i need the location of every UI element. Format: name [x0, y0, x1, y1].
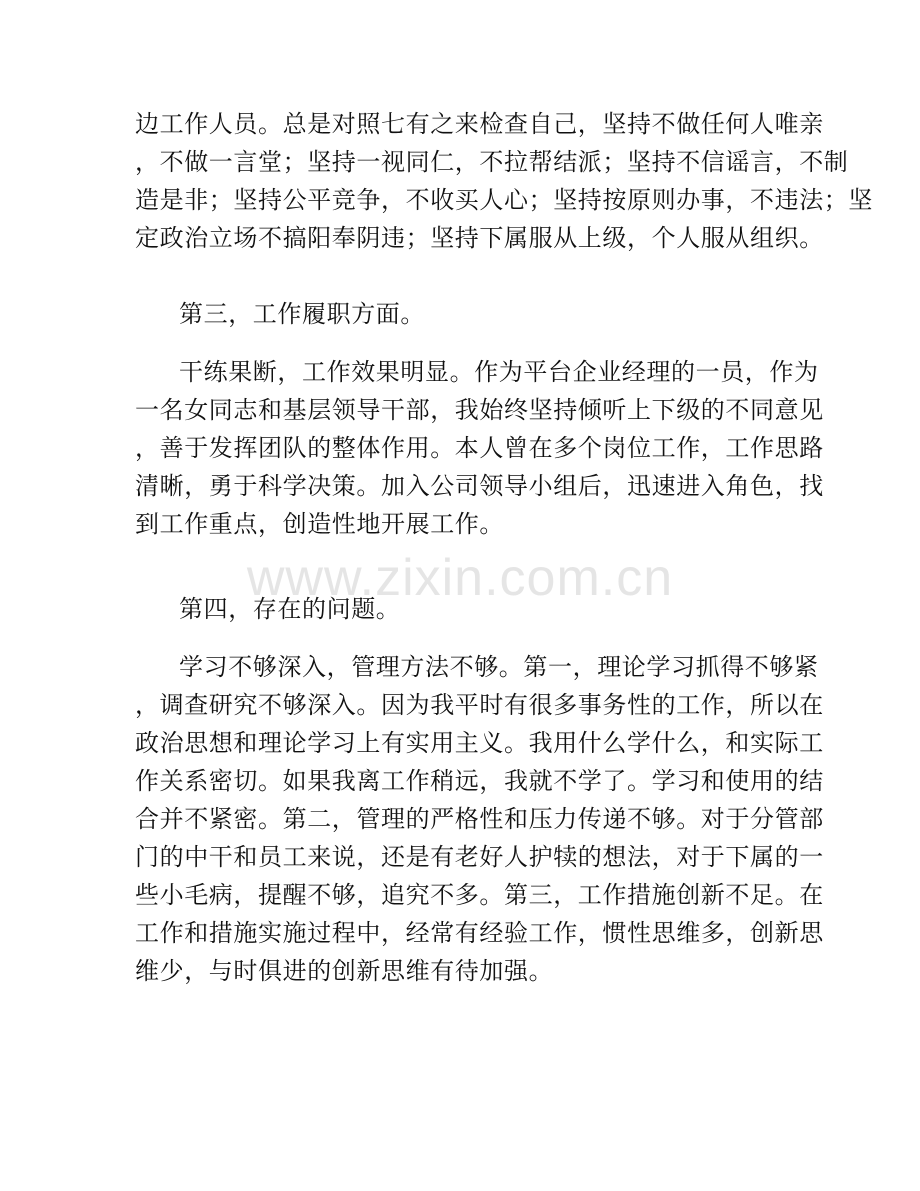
text-line: ，调查研究不够深入。因为我平时有很多事务性的工作，所以在	[135, 691, 824, 719]
watermark: www.zixin.com.cn	[246, 549, 674, 607]
text-line: 清晰，勇于科学决策。加入公司领导小组后，迅速进入角色，找	[135, 472, 824, 500]
text-line: ，不做一言堂；坚持一视同仁，不拉帮结派；坚持不信谣言，不制	[135, 148, 849, 176]
heading-text: 第三，工作履职方面。	[179, 300, 425, 328]
text-line: 定政治立场不搞阳奉阴违；坚持下属服从上级，个人服从组织。	[135, 224, 824, 252]
text-line: 合并不紧密。第二，管理的严格性和压力传递不够。对于分管部	[135, 805, 824, 833]
text-line: 维少，与时俱进的创新思维有待加强。	[135, 957, 554, 985]
text-line: 些小毛病，提醒不够，追究不多。第三，工作措施创新不足。在	[135, 881, 824, 909]
heading-text: 第四，存在的问题。	[179, 595, 401, 623]
section-heading-fourth	[135, 590, 785, 628]
paragraph-conduct	[135, 105, 873, 257]
text-line: 门的中干和员工来说，还是有老好人护犊的想法，对于下属的一	[135, 843, 824, 871]
text-line: 作关系密切。如果我离工作稍远，我就不学了。学习和使用的结	[135, 767, 824, 795]
section-heading-third	[135, 295, 785, 333]
text-line: ，善于发挥团队的整体作用。本人曾在多个岗位工作，工作思路	[135, 434, 824, 462]
text-line: 一名女同志和基层领导干部，我始终坚持倾听上下级的不同意见	[135, 396, 824, 424]
text-line: 边工作人员。总是对照七有之来检查自己，坚持不做任何人唯亲	[135, 110, 824, 138]
text-line: 学习不够深入，管理方法不够。第一，理论学习抓得不够紧	[179, 653, 819, 681]
text-line: 到工作重点，创造性地开展工作。	[135, 510, 504, 538]
text-line: 干练果断，工作效果明显。作为平台企业经理的一员，作为	[179, 358, 819, 386]
paragraph-performance	[135, 353, 824, 543]
text-line: 政治思想和理论学习上有实用主义。我用什么学什么，和实际工	[135, 729, 824, 757]
paragraph-problems	[135, 648, 824, 990]
text-line: 工作和措施实施过程中，经常有经验工作，惯性思维多，创新思	[135, 919, 824, 947]
text-line: 造是非；坚持公平竞争，不收买人心；坚持按原则办事，不违法；坚	[135, 186, 873, 214]
